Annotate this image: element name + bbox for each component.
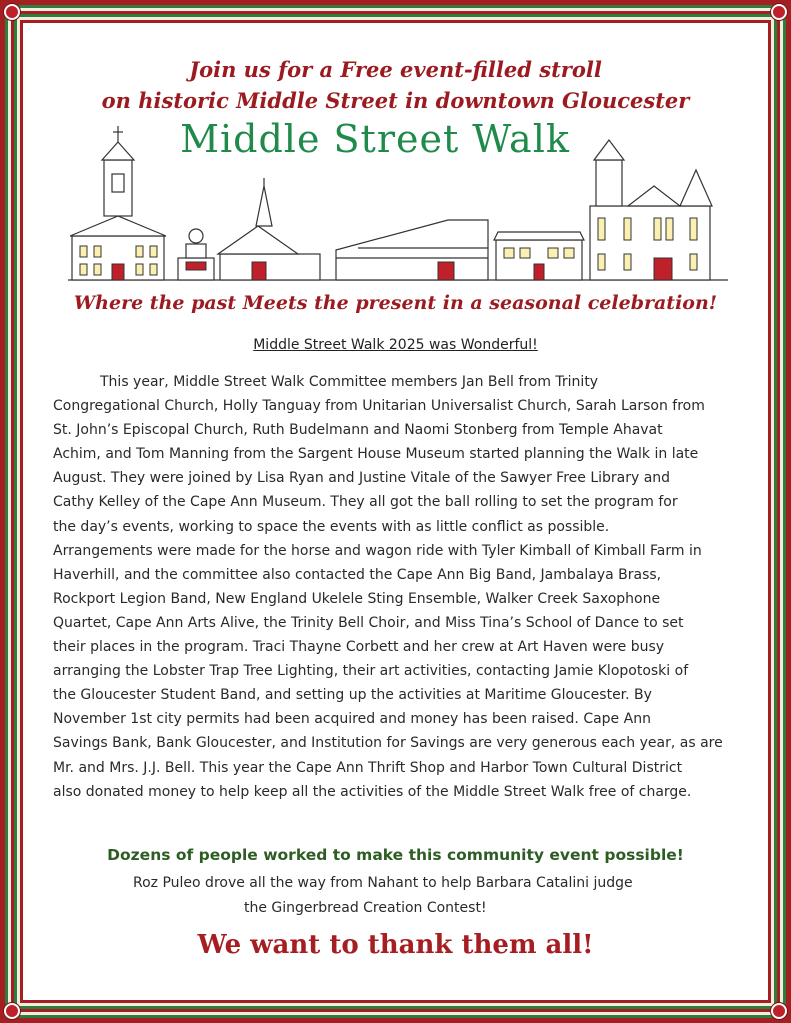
body-line: Mr. and Mrs. J.J. Bell. This year the Cape Ann Thrift Shop and Harbor Town Cultural District bbox=[53, 759, 683, 776]
credit-line-2: the Gingerbread Creation Contest! bbox=[244, 900, 487, 916]
thanks-heading: We want to thank them all! bbox=[197, 930, 594, 960]
credit-line-1: Roz Puleo drove all the way from Nahant to help Barbara Catalini judge bbox=[133, 875, 633, 891]
body-line: arranging the Lobster Trap Tree Lighting, their art activities, contacting Jamie Klopotoski of bbox=[53, 663, 689, 680]
corner-ornament-icon bbox=[4, 1003, 20, 1019]
body-line: Haverhill, and the committee also contacted the Cape Ann Big Band, Jambalaya Brass, bbox=[53, 566, 662, 583]
article-heading: Middle Street Walk 2025 was Wonderful! bbox=[253, 337, 538, 353]
body-line: their places in the program. Traci Thayne Corbett and her crew at Art Haven were busy bbox=[53, 639, 665, 656]
body-line: Quartet, Cape Ann Arts Alive, the Trinity Bell Choir, and Miss Tina’s School of Dance to set bbox=[53, 614, 684, 631]
tagline-line-1: Join us for a Free event-filled stroll bbox=[189, 57, 602, 82]
body-line: the Gloucester Student Band, and setting up the activities at Maritime Gloucester. By bbox=[53, 687, 652, 704]
tagline-line-2: on historic Middle Street in downtown Gloucester bbox=[101, 88, 690, 113]
body-line: August. They were joined by Lisa Ryan and Justine Vitale of the Sawyer Free Library and bbox=[53, 470, 671, 487]
body-line: Savings Bank, Bank Gloucester, and Institution for Savings are very generous each year, as are bbox=[53, 735, 723, 752]
body-line: also donated money to help keep all the activities of the Middle Street Walk free of charge. bbox=[53, 783, 692, 800]
article-body bbox=[53, 370, 743, 804]
body-line: Arrangements were made for the horse and wagon ride with Tyler Kimball of Kimball Farm in bbox=[53, 542, 702, 559]
corner-ornament-icon bbox=[4, 4, 20, 20]
subtitle: Where the past Meets the present in a seasonal celebration! bbox=[73, 292, 718, 314]
corner-ornament-icon bbox=[771, 1003, 787, 1019]
corner-ornament-icon bbox=[771, 4, 787, 20]
dozens-highlight: Dozens of people worked to make this community event possible! bbox=[107, 846, 684, 864]
logo-title: Middle Street Walk bbox=[180, 117, 570, 161]
body-line: Rockport Legion Band, New England Ukelele Sting Ensemble, Walker Creek Saxophone bbox=[53, 590, 661, 607]
body-line: the day’s events, working to space the events with as little conflict as possible. bbox=[53, 518, 610, 535]
body-line: This year, Middle Street Walk Committee members Jan Bell from Trinity bbox=[100, 374, 599, 390]
body-line: Cathy Kelley of the Cape Ann Museum. They all got the ball rolling to set the program for bbox=[53, 494, 678, 511]
body-line: November 1st city permits had been acquired and money has been raised. Cape Ann bbox=[53, 711, 651, 728]
body-line: Congregational Church, Holly Tanguay from Unitarian Universalist Church, Sarah Larson from bbox=[53, 398, 705, 415]
body-line: St. John’s Episcopal Church, Ruth Budelmann and Naomi Stonberg from Temple Ahavat bbox=[53, 422, 663, 439]
body-line: Achim, and Tom Manning from the Sargent House Museum started planning the Walk in late bbox=[53, 446, 699, 463]
